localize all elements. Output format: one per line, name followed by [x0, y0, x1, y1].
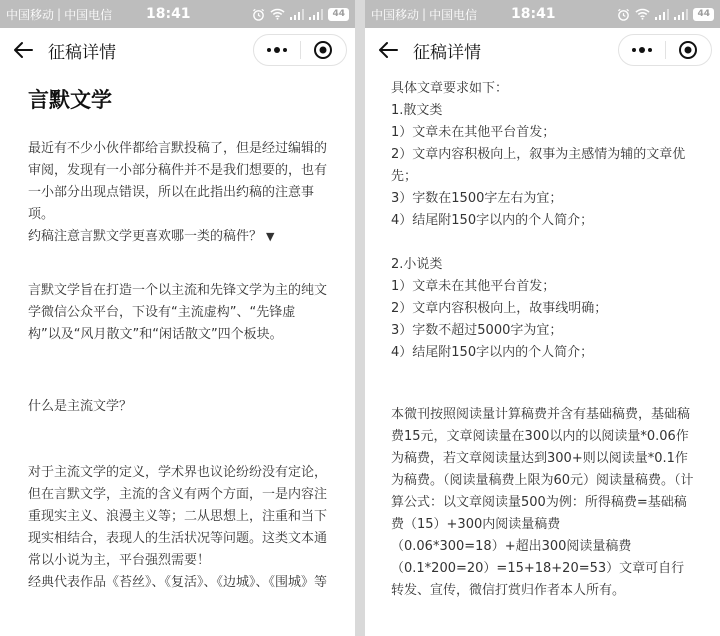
signal-icon-1 — [655, 9, 669, 20]
close-miniprogram-button[interactable] — [666, 35, 712, 65]
intro-paragraph: 最近有不少小伙伴都给言默投稿了，但是经过编辑的审阅，发现有一小部分稿件并不是我们想要的，也有一小部分出现点错误，所以在此指出约稿的注意事项。 — [28, 141, 328, 222]
carrier-2: 中国电信 — [429, 7, 478, 22]
carrier-info — [371, 6, 477, 23]
page-title: 征稿详情 — [48, 42, 116, 63]
nav-bar — [365, 28, 720, 72]
alarm-icon — [617, 8, 630, 21]
carrier-1: 中国移动 — [6, 7, 55, 22]
list-item: 3）字数不超过5000字为宜； — [391, 323, 563, 338]
payment-paragraph: 本微刊按照阅读量计算稿费并含有基础稿费，基础稿费15元，文章阅读量在300以内的以阅读量*0.06作为稿费，若文章阅读量达到300+则以阅读量*0.1作为稿费。（阅读量稿费上限为60元）阅读量稿费。（计算公式：以文章阅读量500为例：所得稿费=基础稿费（15）+300内阅读量稿费（0.06*300=18）+超出300阅读量稿费（0.1*200=20）=15+18+20=53）文章可自行转发、宣传，微信打赏归作者本人所有。 — [391, 407, 694, 598]
miniprogram-capsule — [618, 34, 712, 66]
article-content — [0, 86, 355, 594]
nav-bar — [0, 28, 355, 72]
list-item: 1）文章未在其他平台首发； — [391, 125, 556, 140]
page-title: 征稿详情 — [413, 42, 481, 63]
list-item: 1）文章未在其他平台首发； — [391, 279, 556, 294]
platform-paragraph: 言默文学旨在打造一个以主流和先锋文学为主的纯文学微信公众平台，下设有“主流虚构”、“先锋虚构”以及“风月散文”和“闲话散文”四个板块。 — [28, 283, 328, 342]
article-title: 言默文学 — [28, 88, 112, 112]
notice-toggle[interactable] — [28, 226, 327, 248]
close-miniprogram-button[interactable] — [301, 35, 347, 65]
requirements-intro: 具体文章要求如下： — [391, 81, 509, 96]
spacer — [391, 364, 694, 404]
definition-paragraph: 对于主流文学的定义，学术界也议论纷纷没有定论，但在言默文学，主流的含义有两个方面，一是内容注重现实主义、浪漫主义等；二从思想上，注重和当下现实相结合，表现人的生活状况等问题。这类文本通常以小说为主，平台强烈需要！ — [28, 465, 328, 568]
spacer — [28, 418, 327, 462]
battery-icon: 44 — [693, 8, 714, 21]
target-close-icon — [678, 40, 698, 60]
phone-screen-left — [0, 0, 355, 636]
list-item: 3）字数在1500字左右为宜； — [391, 191, 563, 206]
wifi-icon — [270, 8, 285, 20]
fiction-heading: 2.小说类 — [391, 257, 443, 272]
status-icons — [252, 8, 349, 21]
carrier-2: 中国电信 — [64, 7, 113, 22]
arrow-left-icon — [378, 41, 398, 59]
more-dots-icon — [631, 46, 653, 54]
prose-heading: 1.散文类 — [391, 103, 443, 118]
more-button[interactable] — [254, 35, 300, 65]
more-dots-icon — [266, 46, 288, 54]
spacer — [28, 346, 327, 390]
carrier-separator: | — [57, 7, 62, 21]
signal-icon-1 — [290, 9, 304, 20]
article-content — [365, 72, 720, 602]
target-close-icon — [313, 40, 333, 60]
wifi-icon — [635, 8, 650, 20]
status-time: 18:41 — [145, 6, 191, 22]
battery-icon: 44 — [328, 8, 349, 21]
examples-paragraph: 经典代表作品《苔丝》、《复活》、《边城》、《围城》等 — [28, 575, 328, 590]
carrier-info — [6, 6, 112, 23]
arrow-left-icon — [13, 41, 33, 59]
status-bar — [365, 0, 720, 28]
list-item: 4）结尾附150字以内的个人简介； — [391, 345, 594, 360]
list-item: 2）文章内容积极向上，故事线明确； — [391, 301, 608, 316]
status-icons — [617, 8, 714, 21]
back-button[interactable] — [10, 37, 36, 63]
spacer — [28, 248, 327, 270]
status-time: 18:41 — [510, 6, 556, 22]
more-button[interactable] — [619, 35, 665, 65]
list-item: 2）文章内容积极向上，叙事为主感情为辅的文章优先； — [391, 147, 686, 184]
alarm-icon — [252, 8, 265, 21]
signal-icon-2 — [309, 9, 323, 20]
list-item: 4）结尾附150字以内的个人简介； — [391, 213, 594, 228]
miniprogram-capsule — [253, 34, 347, 66]
carrier-1: 中国移动 — [371, 7, 420, 22]
carrier-separator: | — [422, 7, 427, 21]
notice-toggle-label: 约稿注意言默文学更喜欢哪一类的稿件？ — [28, 229, 263, 244]
status-bar — [0, 0, 355, 28]
spacer — [391, 232, 694, 254]
back-button[interactable] — [375, 37, 401, 63]
question-heading: 什么是主流文学？ — [28, 399, 133, 414]
phone-screen-right — [365, 0, 720, 636]
triangle-down-icon: ▼ — [266, 230, 275, 243]
signal-icon-2 — [674, 9, 688, 20]
